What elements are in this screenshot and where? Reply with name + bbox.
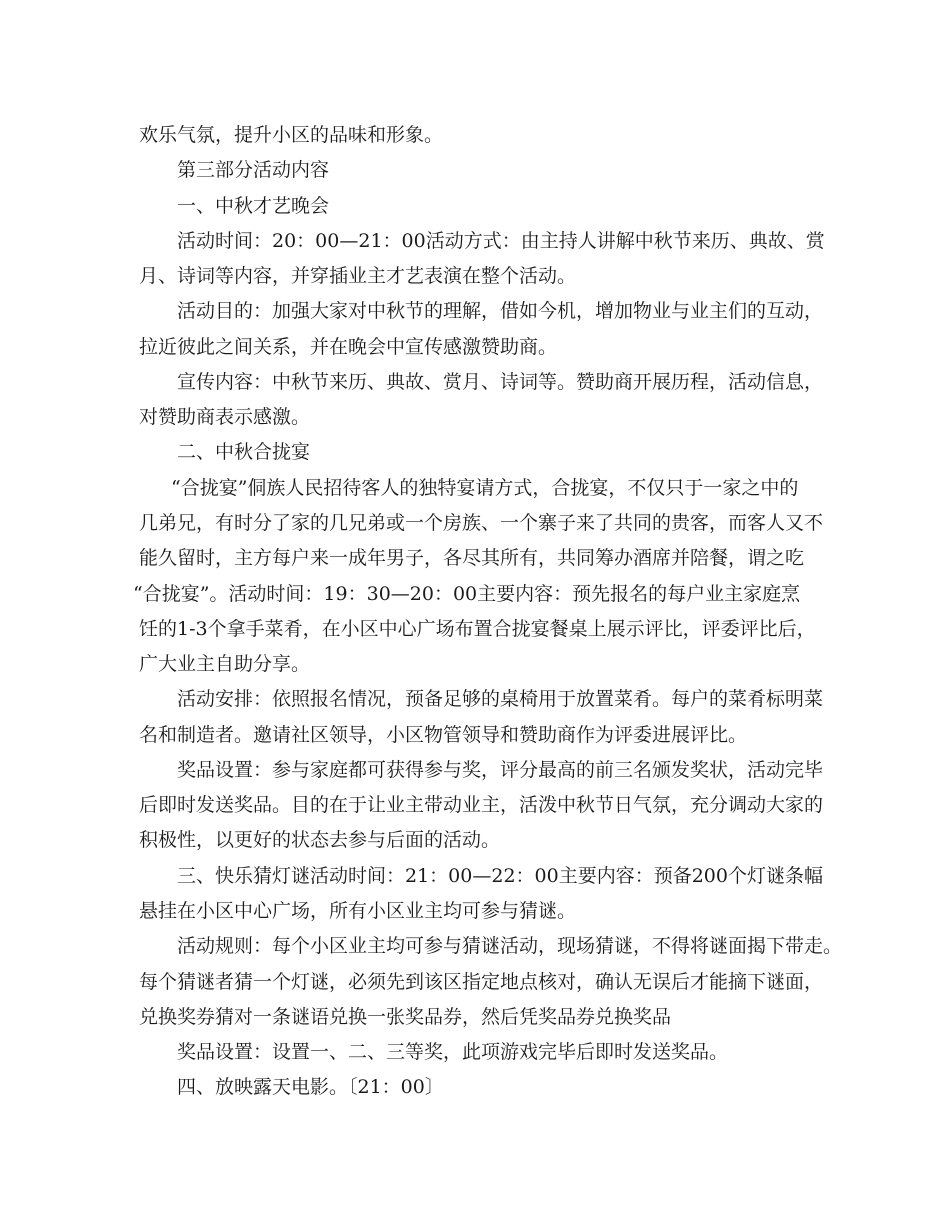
text-line: 悬挂在小区中心广场，所有小区业主均可参与猜谜。 xyxy=(139,900,577,922)
subsection-heading: 一、中秋才艺晚会 xyxy=(177,195,330,217)
text-line: 活动规则：每个小区业主均可参与猜谜活动，现场猜谜，不得将谜面揭下带走。 xyxy=(177,935,843,957)
text-line: 月、诗词等内容，并穿插业主才艺表演在整个活动。 xyxy=(139,265,577,287)
text-line: 拉近彼此之间关系，并在晚会中宣传感激赞助商。 xyxy=(139,336,558,358)
text-line: “合拢宴”侗族人民招待客人的独特宴请方式，合拢宴，不仅只于一家之中的 xyxy=(171,477,799,499)
text-line: “合拢宴”。活动时间：19：30—20：00主要内容：预先报名的每户业主家庭烹 xyxy=(133,583,801,605)
section-heading: 第三部分活动内容 xyxy=(177,159,330,181)
text-line: 后即时发送奖品。目的在于让业主带动业主，活泼中秋节日气氛，充分调动大家的 xyxy=(139,794,824,816)
subsection-heading: 四、放映露天电影。〔21：00〕 xyxy=(177,1076,444,1098)
subsection-heading: 二、中秋合拢宴 xyxy=(177,441,311,463)
text-line: 广大业主自助分享。 xyxy=(139,653,311,675)
text-line: 奖品设置：参与家庭都可获得参与奖，评分最高的前三名颁发奖状，活动完毕 xyxy=(177,759,824,781)
text-line: 能久留时，主方每户来一成年男子，各尽其所有，共同筹办酒席并陪餐，谓之吃 xyxy=(139,547,805,569)
text-line: 欢乐气氛，提升小区的品味和形象。 xyxy=(139,124,444,146)
text-line: 活动安排：依照报名情况，预备足够的桌椅用于放置菜肴。每户的菜肴标明菜 xyxy=(177,688,824,710)
text-line: 每个猜谜者猜一个灯谜，必须先到该区指定地点核对，确认无误后才能摘下谜面， xyxy=(139,971,824,993)
text-line: 活动目的：加强大家对中秋节的理解，借如今机，增加物业与业主们的互动， xyxy=(177,300,824,322)
text-line: 几弟兄，有时分了家的几兄弟或一个房族、一个寨子来了共同的贵客，而客人又不 xyxy=(139,512,824,534)
text-line: 奖品设置：设置一、二、三等奖，此项游戏完毕后即时发送奖品。 xyxy=(177,1041,729,1063)
text-line: 活动时间：20：00—21：00活动方式：由主持人讲解中秋节来历、典故、赏 xyxy=(177,230,825,252)
text-line: 兑换奖券猜对一条谜语兑换一张奖品券，然后凭奖品券兑换奖品 xyxy=(139,1006,672,1028)
text-line: 名和制造者。邀请社区领导，小区物管领导和赞助商作为评委进展评比。 xyxy=(139,724,748,746)
text-line: 饪的1-3个拿手菜肴，在小区中心广场布置合拢宴餐桌上展示评比，评委评比后， xyxy=(139,618,816,640)
text-line: 三、快乐猜灯谜活动时间：21：00—22：00主要内容：预备200个灯谜条幅 xyxy=(177,865,823,887)
text-line: 宣传内容：中秋节来历、典故、赏月、诗词等。赞助商开展历程，活动信息， xyxy=(177,371,824,393)
text-line: 对赞助商表示感激。 xyxy=(139,406,311,428)
text-line: 积极性，以更好的状态去参与后面的活动。 xyxy=(139,829,501,851)
